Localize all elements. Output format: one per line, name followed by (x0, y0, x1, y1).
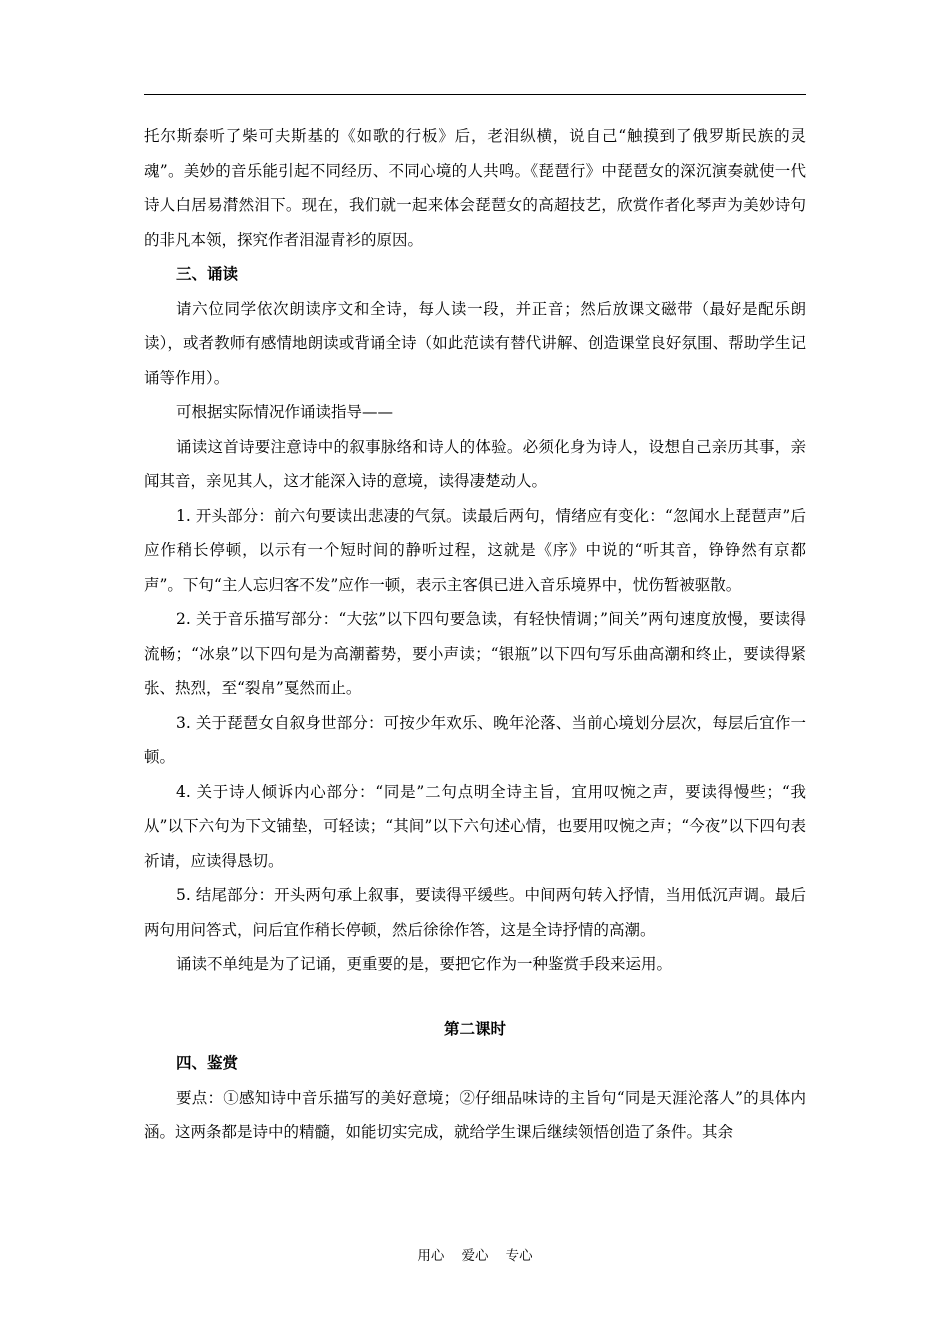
recitation-instructions: 请六位同学依次朗读序文和全诗，每人读一段，并正音；然后放课文磁带（最好是配乐朗读），或者教师有感情地朗读或背诵全诗（如此范读有替代讲解、创造课堂良好氛围、帮助学生记诵等作用）。 (144, 299, 806, 387)
recitation-guidance-overview: 诵读这首诗要注意诗中的叙事脉络和诗人的体验。必须化身为诗人，设想自己亲历其事，亲闻其音，亲见其人，这才能深入诗的意境，读得凄楚动人。 (144, 437, 806, 490)
recitation-summary: 诵读不单纯是为了记诵，更重要的是，要把它作为一种鉴赏手段来运用。 (176, 955, 673, 973)
section-gap (144, 982, 806, 1012)
section-heading-recitation: 三、诵读 (176, 264, 239, 283)
document-body (144, 119, 806, 1150)
section-heading-appreciation: 四、鉴赏 (176, 1053, 239, 1072)
page-footer: 用心 爱心 专心 (417, 1248, 533, 1264)
header-rule (144, 94, 806, 95)
guidance-item-2: 2. 关于音乐描写部分：“大弦”以下四句要急读，有轻快情调；”间关”两句速度放慢，要读得流畅；“冰泉”以下四句是为高潮蓄势，要小声读；“银瓶”以下四句写乐曲高潮和终止，要读得紧张、热烈，至“裂帛”戛然而止。 (144, 610, 806, 697)
appreciation-key-points: 要点：①感知诗中音乐描写的美好意境；②仔细品味诗的主旨句“同是天涯沦落人”的具体内涵。这两条都是诗中的精髓，如能切实完成，就给学生课后继续领悟创造了条件。其余 (144, 1088, 806, 1141)
intro-paragraph: 托尔斯泰听了柴可夫斯基的《如歌的行板》后，老泪纵横，说自己“触摸到了俄罗斯民族的灵魂”。美妙的音乐能引起不同经历、不同心境的人共鸣。《琵琶行》中琵琶女的深沉演奏就使一代诗人白居易潸然泪下。现在，我们就一起来体会琵琶女的高超技艺，欣赏作者化琴声为美妙诗句的非凡本领，探究作者泪湿青衫的原因。 (144, 127, 806, 249)
lesson-title: 第二课时 (443, 1018, 506, 1038)
guidance-item-4: 4. 关于诗人倾诉内心部分：“同是”二句点明全诗主旨，宜用叹惋之声，要读得慢些；“我从”以下六句为下文铺垫，可轻读；“其间”以下六句述心情，也要用叹惋之声；“今夜”以下四句表祈请，应读得恳切。 (144, 782, 806, 870)
guidance-item-3: 3. 关于琵琶女自叙身世部分：可按少年欢乐、晚年沦落、当前心境划分层次，每层后宜作一顿。 (144, 713, 806, 766)
recitation-guidance-intro: 可根据实际情况作诵读指导—— (176, 403, 394, 421)
guidance-item-1: 1. 开头部分：前六句要读出悲凄的气氛。读最后两句，情绪应有变化：“忽闻水上琵琶声”后应作稍长停顿，以示有一个短时间的静听过程，这就是《序》中说的“听其音，铮铮然有京都声”。下句“主人忘归客不发”应作一顿，表示主客俱已进入音乐境界中，忧伤暂被驱散。 (144, 506, 806, 594)
guidance-item-5: 5. 结尾部分：开头两句承上叙事，要读得平缓些。中间两句转入抒情，当用低沉声调。最后两句用问答式，问后宜作稍长停顿，然后徐徐作答，这是全诗抒情的高潮。 (144, 886, 806, 939)
